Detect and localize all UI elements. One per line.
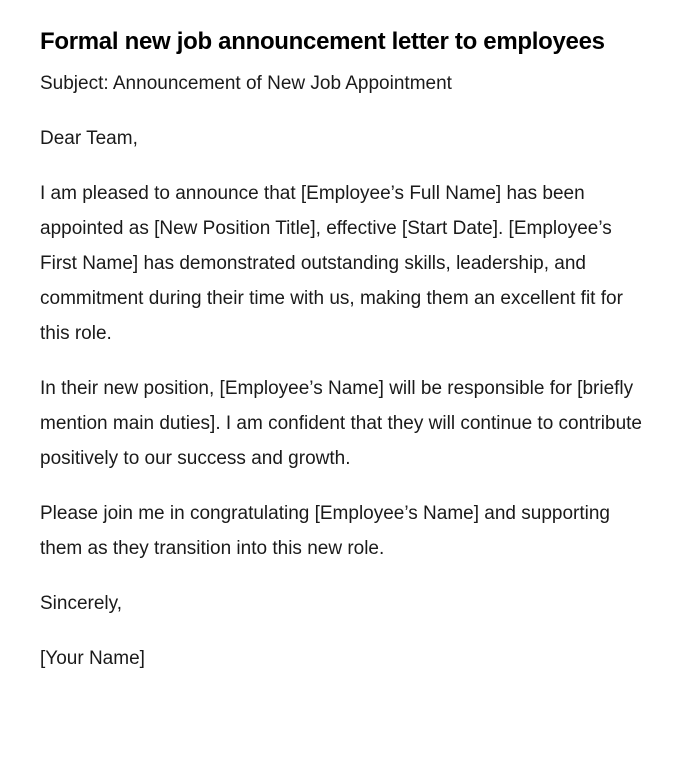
- body-paragraph-responsibilities: In their new position, [Employee’s Name] will be responsible for [briefly mention main duties]. I am confident that they will continue to contribute positively to our success and growth.: [40, 378, 642, 469]
- subject-line: Subject: Announcement of New Job Appointment: [40, 73, 452, 94]
- greeting: Dear Team,: [40, 128, 138, 149]
- document-title: Formal new job announcement letter to employees: [40, 28, 605, 55]
- signature: [Your Name]: [40, 648, 145, 669]
- body-paragraph-congratulations: Please join me in congratulating [Employee’s Name] and supporting them as they transition into this new role.: [40, 503, 610, 559]
- body-paragraph-announcement: I am pleased to announce that [Employee’s Full Name] has been appointed as [New Position Title], effective [Start Date]. [Employee’s First Name] has demonstrated outstanding skills, leadership, and commitment during their time with us, making them an excellent fit for this role.: [40, 183, 623, 344]
- closing: Sincerely,: [40, 593, 123, 614]
- letter-document: [40, 20, 650, 696]
